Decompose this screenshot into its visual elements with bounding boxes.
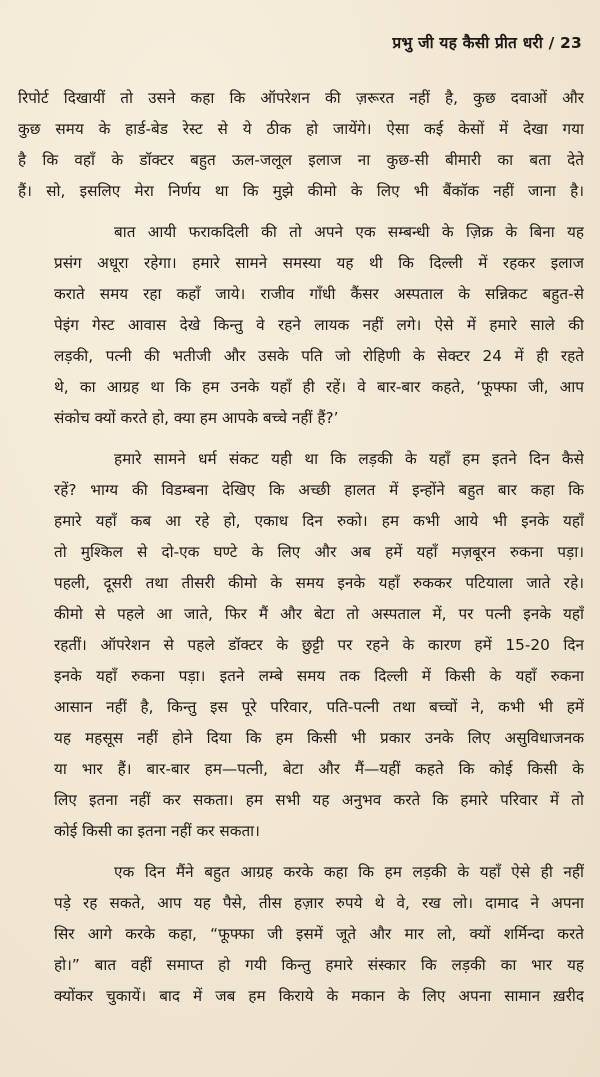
text-line: कीमो से पहले आ जाते, फिर मैं और बेटा तो अस्पताल में, पर पत्नी इनके यहाँ	[54, 605, 584, 623]
body-text	[18, 83, 584, 1012]
running-head: प्रभु जी यह कैसी प्रीत धरी / 23	[392, 34, 582, 52]
text-line: हमारे यहाँ कब आ रहे हो, एकाध दिन रुको। हम कभी आये भी इनके यहाँ	[54, 512, 584, 530]
text-line: हो।” बात वहीं समाप्त हो गयी किन्तु हमारे संस्कार कि लड़की का भार यह	[54, 956, 584, 974]
text-line: क्योंकर चुकायें। बाद में जब हम किराये के मकान के लिए अपना सामान ख़रीद	[54, 987, 584, 1005]
text-line: कराते समय रहा कहाँ जाये। राजीव गाँधी कैंसर अस्पताल के सन्निकट बहुत-से	[54, 285, 584, 303]
text-line: रहें? भाग्य की विडम्बना देखिए कि अच्छी हालत में इन्होंने बहुत बार कहा कि	[54, 481, 584, 499]
paragraph-1	[18, 83, 584, 207]
text-line: एक दिन मैंने बहुत आग्रह करके कहा कि हम लड़की के यहाँ ऐसे ही नहीं	[114, 863, 584, 881]
text-line: लिए इतना नहीं कर सकता। हम सभी यह अनुभव करते कि हमारे परिवार में तो	[54, 791, 584, 809]
paragraph-4	[18, 857, 584, 1012]
text-line: या भार हैं। बार-बार हम—पत्नी, बेटा और मैं—यहीं कहते कि कोई किसी के	[54, 760, 584, 778]
text-line: थे, का आग्रह था कि हम उनके यहाँ ही रहें। वे बार-बार कहते, ‘फूफ्फा जी, आप	[54, 378, 584, 396]
text-line: रहतीं। ऑपरेशन से पहले डॉक्टर के छुट्टी पर रहने के कारण हमें 15-20 दिन	[54, 636, 584, 654]
text-line: इनके यहाँ रुकना पड़ा। इतने लम्बे समय तक दिल्ली में किसी के यहाँ रुकना	[54, 667, 584, 685]
text-line: हमारे सामने धर्म संकट यही था कि लड़की के यहाँ हम इतने दिन कैसे	[114, 450, 584, 468]
text-line: यह महसूस नहीं होने दिया कि हम किसी भी प्रकार उनके लिए असुविधाजनक	[54, 729, 584, 747]
text-line: कुछ समय के हार्ड-बेड रेस्ट से ये ठीक हो जायेंगे। ऐसा कई केसों में देखा गया	[18, 120, 584, 138]
text-line: लड़की, पत्नी की भतीजी और उसके पति जो रोहिणी के सेक्टर 24 में ही रहते	[54, 347, 584, 365]
text-line: हैं। सो, इसलिए मेरा निर्णय था कि मुझे कीमो के लिए भी बैंकॉक नहीं जाना है।	[18, 182, 584, 200]
text-line: पहली, दूसरी तथा तीसरी कीमो के समय इनके यहाँ रुककर पटियाला जाते रहे।	[54, 574, 584, 592]
text-line: पेइंग गेस्ट आवास देखे किन्तु वे रहने लायक नहीं लगे। ऐसे में हमारे साले की	[54, 316, 584, 334]
text-line: प्रसंग अधूरा रहेगा। हमारे सामने समस्या यह थी कि दिल्ली में रहकर इलाज	[54, 254, 584, 272]
text-line: सिर आगे करके कहा, “फूफ्फा जी इसमें जूते और मार लो, क्यों शर्मिन्दा करते	[54, 925, 584, 943]
text-line: पड़े रह सकते, आप यह पैसे, तीस हज़ार रुपये थे वे, रख लो। दामाद ने अपना	[54, 894, 584, 912]
paragraph-3	[18, 444, 584, 847]
text-line: आसान नहीं है, किन्तु इस पूरे परिवार, पति-पत्नी तथा बच्चों ने, कभी भी हमें	[54, 698, 584, 716]
text-line: संकोच क्यों करते हो, क्या हम आपके बच्चे नहीं हैं?’	[54, 409, 339, 427]
text-line: कोई किसी का इतना नहीं कर सकता।	[54, 822, 260, 840]
text-line: है कि वहाँ के डॉक्टर बहुत ऊल-जलूल इलाज ना कुछ-सी बीमारी का बता देते	[18, 151, 584, 169]
paragraph-2	[18, 217, 584, 434]
text-line: बात आयी फराकदिली की तो अपने एक सम्बन्धी के ज़िक्र के बिना यह	[114, 223, 584, 241]
text-line: तो मुश्किल से दो-एक घण्टे के लिए और अब हमें यहाँ मज़बूरन रुकना पड़ा।	[54, 543, 584, 561]
text-line: रिपोर्ट दिखायीं तो उसने कहा कि ऑपरेशन की ज़रूरत नहीं है, कुछ दवाओं और	[18, 89, 584, 107]
